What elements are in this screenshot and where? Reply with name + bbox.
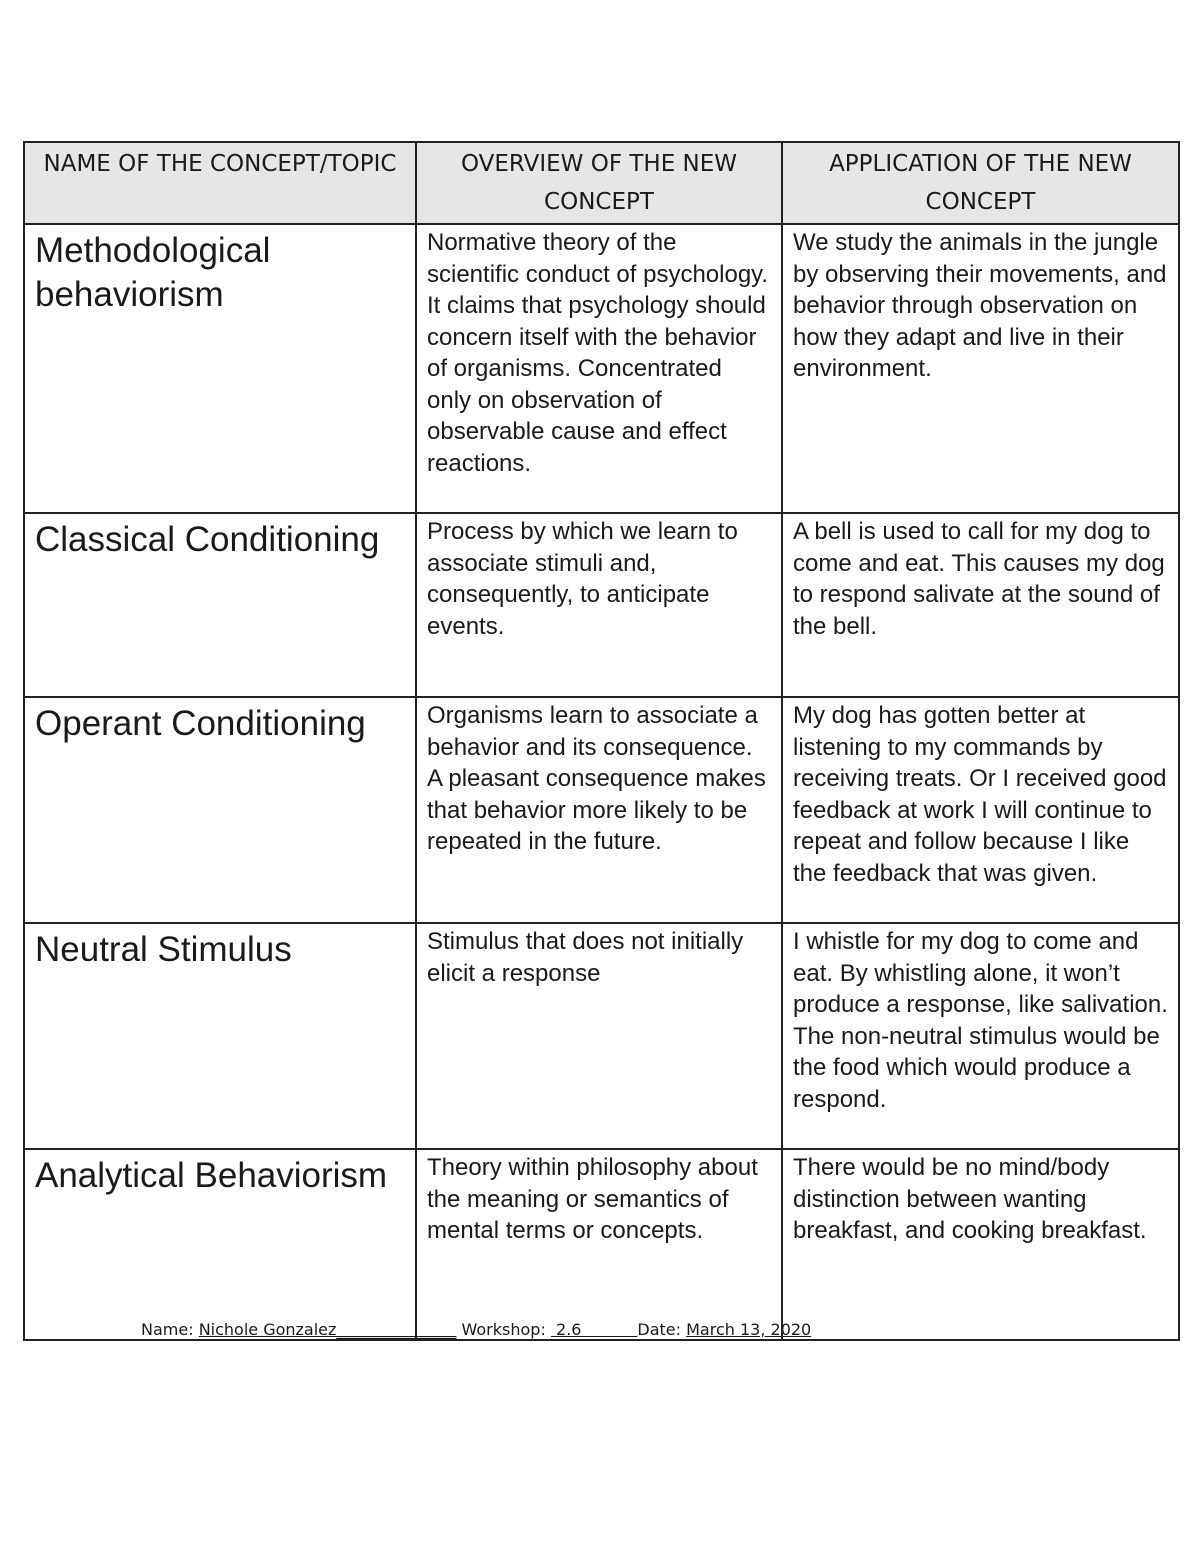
- concept-application: We study the animals in the jungle by observing their movements, and behavior through observation on how they adapt and live in their environment.: [782, 224, 1179, 513]
- footer-line: [141, 1320, 811, 1339]
- table-row: [24, 224, 1179, 513]
- concept-overview: Process by which we learn to associate stimuli and, consequently, to anticipate events.: [416, 513, 782, 697]
- concept-application: I whistle for my dog to come and eat. By whistling alone, it won’t produce a response, like salivation. The non-neutral stimulus would be the food which would produce a respond.: [782, 923, 1179, 1149]
- concept-name: Methodological behaviorism: [24, 224, 416, 513]
- workshop-label: Workshop:: [456, 1320, 551, 1339]
- concept-name: Classical Conditioning: [24, 513, 416, 697]
- date-label: Date:: [637, 1320, 687, 1339]
- concept-overview: Stimulus that does not initially elicit a response: [416, 923, 782, 1149]
- table-row: [24, 513, 1179, 697]
- name-label: Name:: [141, 1320, 199, 1339]
- concept-name: Neutral Stimulus: [24, 923, 416, 1149]
- concept-overview: Organisms learn to associate a behavior and its consequence. A pleasant consequence makes that behavior more likely to be repeated in the future.: [416, 697, 782, 923]
- header-overview: OVERVIEW OF THE NEW CONCEPT: [416, 142, 782, 224]
- date-value: March 13, 2020: [686, 1320, 812, 1339]
- concept-overview: Theory within philosophy about the meaning or semantics of mental terms or concepts.: [416, 1149, 782, 1340]
- name-value: Nichole Gonzalez_______________: [198, 1320, 457, 1339]
- concept-application: A bell is used to call for my dog to come and eat. This causes my dog to respond salivate at the sound of the bell.: [782, 513, 1179, 697]
- header-row: [24, 142, 1179, 224]
- concept-overview: Normative theory of the scientific conduct of psychology. It claims that psychology should concern itself with the behavior of organisms. Concentrated only on observation of observable cause and effect reactions.: [416, 224, 782, 513]
- header-application: APPLICATION OF THE NEW CONCEPT: [782, 142, 1179, 224]
- table-row: [24, 697, 1179, 923]
- table-row: [24, 923, 1179, 1149]
- table-row: [24, 1149, 1179, 1340]
- workshop-value: 2.6: [550, 1320, 638, 1339]
- concept-application: My dog has gotten better at listening to my commands by receiving treats. Or I received good feedback at work I will continue to repeat and follow because I like the feedback that was given.: [782, 697, 1179, 923]
- concept-name: Analytical Behaviorism: [24, 1149, 416, 1340]
- header-name: NAME OF THE CONCEPT/TOPIC: [24, 142, 416, 224]
- concept-table: [23, 141, 1180, 1341]
- concept-application: There would be no mind/body distinction between wanting breakfast, and cooking breakfast.: [782, 1149, 1179, 1340]
- concept-name: Operant Conditioning: [24, 697, 416, 923]
